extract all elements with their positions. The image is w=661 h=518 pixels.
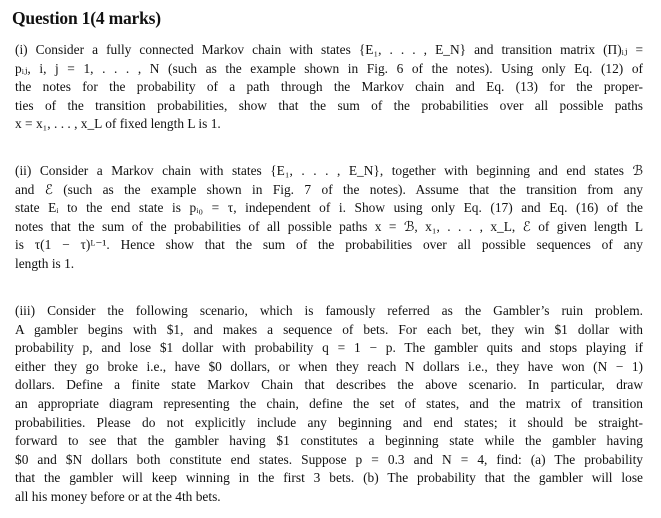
part-iii-line: either they go broke i.e., have $0 dollars, or when they reach N dollars i.e., they have won (N − 1) [15,358,643,374]
part-ii-line: length is 1. [15,255,75,271]
question-title: Question 1(4 marks) [12,8,161,28]
part-i-line: pᵢⱼ, i, j = 1, . . . , N (such as the example shown in Fig. 6 of the notes). Using only Eq. (12) of [15,60,643,76]
part-i-line: (i) Consider a fully connected Markov chain with states {E₁, . . . , E_N} and transition matrix (Π)ᵢⱼ = [15,42,643,57]
part-ii-line: and ℰ (such as the example shown in Fig. 7 of the notes). Assume that the transition from any [15,181,643,197]
part-iii-line: that the gambler will keep winning in the first 3 bets. (b) The probability that the gambler will lose [15,470,643,486]
part-ii-line: (ii) Consider a Markov chain with states {E₁, . . . , E_N}, together with beginning and end states ℬ [15,163,643,178]
part-i-line: the notes for the probability of a path through the Markov chain and Eq. (13) for the proper- [15,79,643,95]
part-ii-line: is τ(1 − τ)ᴸ⁻¹. Hence show that the sum of the probabilities over all possible sequences of any [15,237,643,253]
part-iii-line: A gambler begins with $1, and makes a sequence of bets. For each bet, they win $1 dollar with [15,321,643,337]
part-iii-line: probability p, and lose $1 dollar with probability q = 1 − p. The gambler quits and stops playing if [15,340,643,356]
part-iii-line: forward to see that the gambler having $1 constitutes a beginning state while the gambler having [15,433,643,449]
part-iii-line: (iii) Consider the following scenario, which is famously referred as the Gambler’s ruin problem. [15,303,643,318]
part-iii-line: an appropriate diagram representing the chain, define the set of states, and the matrix of transition [15,395,643,411]
part-iii-line: dollars. Define a finite state Markov Chain that describes the above scenario. In particular, draw [15,377,643,393]
part-i-line: ties of the transition probabilities, show that the sum of the probabilities over all possible paths [15,97,643,113]
part-i-paragraph [15,41,643,134]
part-ii-paragraph [15,162,643,274]
part-ii-line: state Eᵢ to the end state is pᵢ₀ = τ, independent of i. Show using only Eq. (17) and Eq. (16) of the [15,200,643,216]
part-iii-paragraph [15,302,643,507]
part-ii-line: notes that the sum of the probabilities of all possible paths x = ℬ, x₁, . . . , x_L, ℰ of given length L [15,218,643,234]
part-iii-line: probabilities. Please do not explicitly include any beginning and end states; it should be straight- [15,414,643,430]
part-iii-line: $0 and $N dollars both constitute end states. Suppose p = 0.3 and N = 4, find: (a) The probability [15,451,643,467]
part-i-line: x = x₁, . . . , x_L of fixed length L is 1. [15,116,221,132]
part-iii-line: all his money before or at the 4th bets. [15,488,221,504]
